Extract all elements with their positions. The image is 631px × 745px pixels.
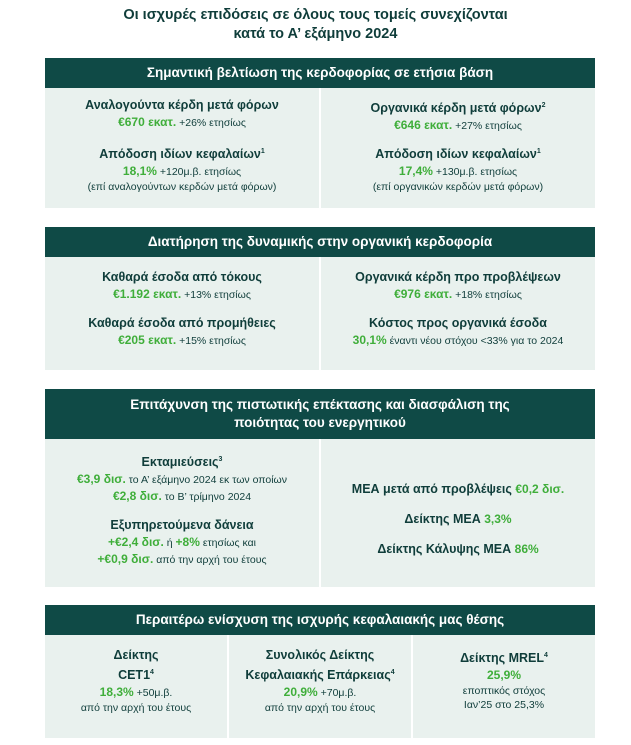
- organic-profitability-panel: [45, 227, 595, 370]
- credit-expansion-header-line-2: ποιότητας του ενεργητικού: [234, 415, 406, 430]
- organic-profitability-body: [45, 257, 595, 370]
- core-pre-provision-income-block: [321, 269, 595, 303]
- footnote-marker: 2: [541, 102, 546, 109]
- net-fee-income-label: Καθαρά έσοδα από προμήθειες: [88, 316, 276, 330]
- page-title-line-2: κατά το Α’ εξάμηνο 2024: [233, 26, 398, 42]
- footnote-marker: 4: [544, 652, 548, 659]
- performing-loans-annual-text: ετησίως και: [202, 537, 256, 549]
- performing-loans-label: Εξυπηρετούμενα δάνεια: [110, 518, 254, 532]
- organic-profit-label: [321, 97, 595, 117]
- core-pre-provision-income-label: Οργανικά κέρδη προ προβλέψεων: [355, 270, 561, 284]
- roe-attributable-block: [45, 143, 319, 194]
- net-fee-income-value: [45, 332, 319, 349]
- disbursements-label-text: Εκταμιεύσεις: [141, 455, 219, 470]
- disbursements-quarter-amount: €2,8 δισ.: [112, 489, 162, 504]
- cet1-column: [45, 635, 227, 738]
- roe-organic-change: +130μ.β. ετησίως: [435, 166, 518, 179]
- cet1-label-line-1: Δείκτης: [113, 648, 159, 662]
- total-capital-label-text: Κεφαλαιακής Επάρκειας: [245, 668, 391, 683]
- capital-position-header: Περαιτέρω ενίσχυση της ισχυρής κεφαλαιακής μας θέσης: [45, 605, 595, 635]
- net-npe-amount: €0,2 δισ.: [515, 482, 565, 496]
- cet1-block: [45, 647, 227, 715]
- profitability-left-column: [45, 88, 319, 208]
- roe-attributable-label-text: Απόδοση ιδίων κεφαλαίων: [99, 147, 261, 162]
- profitability-body: [45, 88, 595, 208]
- npe-coverage-block: [321, 541, 595, 558]
- cost-to-core-income-target: έναντι νέου στόχου <33% για το 2024: [389, 335, 564, 347]
- roe-organic-block: [321, 143, 595, 194]
- organic-profitability-header: Διατήρηση της δυναμικής στην οργανική κερδοφορία: [45, 227, 595, 257]
- net-fee-income-amount: €205 εκατ.: [118, 333, 177, 347]
- net-interest-income-block: [45, 269, 319, 303]
- credit-expansion-header-line-1: Επιτάχυνση της πιστωτικής επέκτασης και διασφάλιση της: [130, 397, 510, 412]
- organic-profit-amount: €646 εκατ.: [394, 118, 453, 133]
- roe-attributable-label: [45, 143, 319, 163]
- cost-to-core-income-label: Κόστος προς οργανικά έσοδα: [369, 316, 547, 330]
- cet1-label-text: CET1: [118, 668, 151, 683]
- total-capital-amount: 20,9%: [283, 685, 318, 700]
- capital-position-body: [45, 635, 595, 738]
- roe-organic-value: [321, 163, 595, 180]
- core-pre-provision-income-value: [321, 286, 595, 303]
- credit-right-column: [321, 439, 595, 587]
- core-pre-provision-income-change: +18% ετησίως: [455, 289, 522, 301]
- cet1-value: [45, 684, 227, 701]
- npe-ratio-line: [321, 511, 595, 528]
- mrel-value: [413, 667, 595, 684]
- total-capital-note: από την αρχή του έτους: [264, 702, 376, 715]
- performing-loans-ytd-amount: +€0,9 δισ.: [97, 552, 154, 566]
- credit-expansion-panel: [45, 389, 595, 587]
- disbursements-label: [45, 451, 319, 471]
- footnote-marker: 3: [218, 456, 223, 463]
- disbursements-quarter-value: [45, 488, 319, 505]
- performing-loans-annual-percent: +8%: [175, 535, 200, 549]
- net-interest-income-amount: €1.192 εκατ.: [113, 287, 182, 301]
- npe-coverage-label: Δείκτης Κάλυψης ΜΕΑ: [377, 542, 512, 556]
- performing-loans-block: [45, 517, 319, 568]
- page-title-line-1: Οι ισχυρές επιδόσεις σε όλους τους τομείς συνεχίζονται: [123, 7, 508, 23]
- organic-right-column: [321, 257, 595, 370]
- organic-profit-label-text: Οργανικά κέρδη μετά φόρων: [370, 101, 542, 116]
- organic-profit-block: [321, 97, 595, 134]
- mrel-amount: 25,9%: [486, 668, 522, 683]
- npe-ratio-amount: 3,3%: [484, 512, 512, 526]
- roe-organic-label: [321, 143, 595, 163]
- npe-ratio-block: [321, 511, 595, 528]
- footnote-marker: 1: [536, 148, 541, 155]
- attributable-profit-value: [45, 114, 319, 131]
- npe-coverage-line: [321, 541, 595, 558]
- performing-loans-or: ή: [166, 537, 173, 549]
- mrel-note-line-2: Ιαν’25 στο 25,3%: [463, 699, 545, 712]
- cost-to-core-income-value: [321, 332, 595, 349]
- credit-expansion-header: [45, 389, 595, 439]
- disbursements-quarter-text: το Β’ τρίμηνο 2024: [164, 491, 252, 504]
- mrel-label-text: Δείκτης MREL: [460, 651, 545, 666]
- organic-profit-change: +27% ετησίως: [455, 120, 522, 133]
- npe-coverage-amount: 86%: [514, 542, 539, 556]
- attributable-profit-amount: €670 εκατ.: [118, 115, 177, 129]
- total-capital-column: [229, 635, 411, 738]
- total-capital-label-line-1: Συνολικός Δείκτης: [265, 648, 375, 662]
- mrel-block: [413, 647, 595, 712]
- performing-loans-annual-value: [45, 534, 319, 551]
- roe-organic-label-text: Απόδοση ιδίων κεφαλαίων: [375, 147, 537, 162]
- net-interest-income-change: +13% ετησίως: [184, 289, 251, 301]
- net-npe-line: [321, 481, 595, 498]
- cet1-note: από την αρχή του έτους: [80, 702, 192, 715]
- core-pre-provision-income-amount: €976 εκατ.: [394, 287, 453, 301]
- footnote-marker: 4: [390, 669, 395, 676]
- net-fee-income-block: [45, 315, 319, 349]
- footnote-marker: 4: [150, 669, 154, 676]
- mrel-note-line-1: εποπτικός στόχος: [462, 685, 546, 698]
- npe-ratio-label: Δείκτης ΜΕΑ: [404, 512, 481, 526]
- credit-expansion-body: [45, 439, 595, 587]
- roe-organic-amount: 17,4%: [398, 164, 433, 179]
- cost-to-core-income-amount: 30,1%: [352, 333, 387, 347]
- disbursements-block: [45, 451, 319, 505]
- profitability-right-column: [321, 88, 595, 208]
- total-capital-value: [229, 684, 411, 701]
- total-capital-block: [229, 647, 411, 715]
- total-capital-label-line-2: [229, 664, 411, 684]
- attributable-profit-block: [45, 97, 319, 131]
- mrel-column: [413, 635, 595, 738]
- performing-loans-annual-amount: +€2,4 δισ.: [107, 535, 164, 549]
- disbursements-half-year-value: [45, 471, 319, 488]
- net-npe-block: [321, 481, 595, 498]
- roe-attributable-value: [45, 163, 319, 180]
- page-title: [0, 6, 631, 44]
- net-fee-income-change: +15% ετησίως: [179, 335, 246, 347]
- roe-attributable-amount: 18,1%: [122, 164, 157, 179]
- roe-organic-note: (επί οργανικών κερδών μετά φόρων): [372, 181, 544, 194]
- disbursements-half-year-amount: €3,9 δισ.: [77, 472, 126, 487]
- net-interest-income-label: Καθαρά έσοδα από τόκους: [102, 270, 262, 284]
- credit-left-column: [45, 439, 319, 587]
- net-interest-income-value: [45, 286, 319, 303]
- cost-to-core-income-block: [321, 315, 595, 349]
- roe-attributable-note: (επί αναλογούντων κερδών μετά φόρων): [87, 181, 277, 194]
- organic-left-column: [45, 257, 319, 370]
- profitability-header: Σημαντική βελτίωση της κερδοφορίας σε ετήσια βάση: [45, 58, 595, 88]
- performing-loans-ytd-value: [45, 551, 319, 568]
- net-npe-label: ΜΕΑ μετά από προβλέψεις: [351, 482, 512, 496]
- disbursements-half-year-text: το Α’ εξάμηνο 2024 εκ των οποίων: [128, 474, 287, 487]
- attributable-profit-label: Αναλογούντα κέρδη μετά φόρων: [85, 98, 279, 112]
- roe-attributable-change: +120μ.β. ετησίως: [159, 166, 242, 179]
- performing-loans-ytd-text: από την αρχή του έτους: [156, 554, 267, 566]
- cet1-amount: 18,3%: [99, 685, 134, 700]
- profitability-panel: [45, 58, 595, 208]
- capital-position-panel: [45, 605, 595, 738]
- total-capital-change: +70μ.β.: [320, 687, 357, 700]
- attributable-profit-change: +26% ετησίως: [179, 117, 246, 129]
- footnote-marker: 1: [260, 148, 265, 155]
- cet1-label-line-2: [45, 664, 227, 684]
- cet1-change: +50μ.β.: [136, 687, 173, 700]
- mrel-label: [413, 647, 595, 667]
- organic-profit-value: [321, 117, 595, 134]
